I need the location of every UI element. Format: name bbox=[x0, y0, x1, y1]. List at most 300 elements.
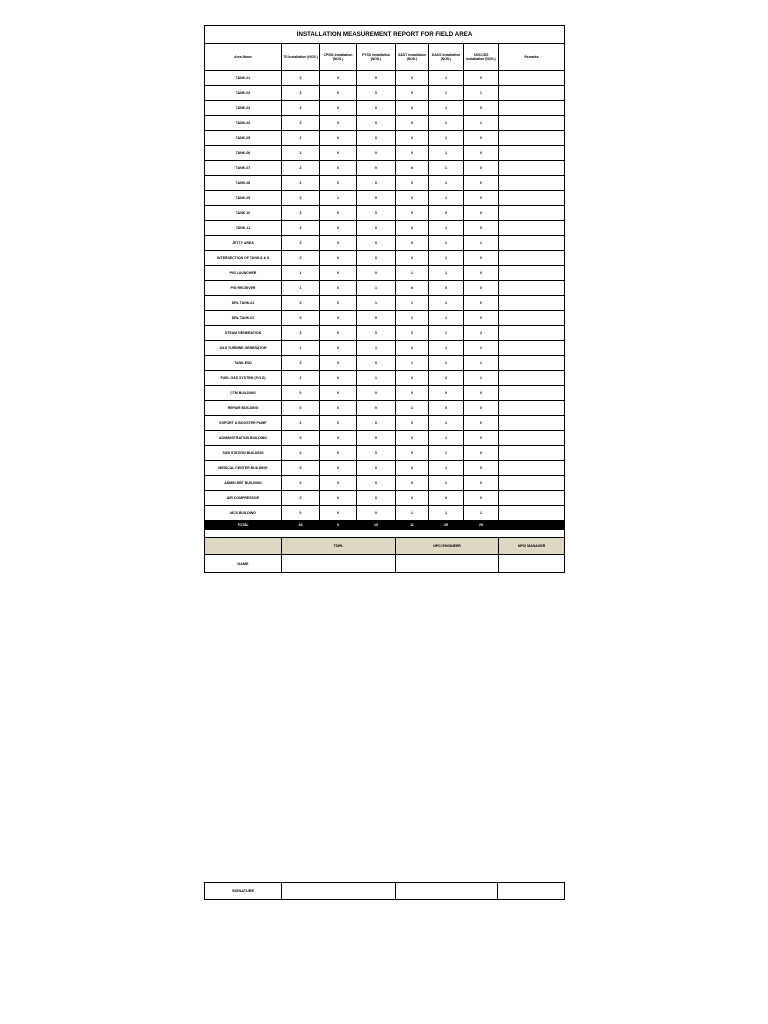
remarks-cell bbox=[499, 161, 565, 176]
count-cell: 0 bbox=[320, 176, 357, 191]
table-row bbox=[205, 146, 565, 161]
signoff-header-npci-engineer: NPCI ENGINEER bbox=[396, 538, 499, 555]
count-cell: 0 bbox=[357, 191, 396, 206]
count-cell: 0 bbox=[357, 491, 396, 506]
table-row bbox=[205, 266, 565, 281]
count-cell: 0 bbox=[357, 101, 396, 116]
count-cell: 0 bbox=[357, 431, 396, 446]
remarks-cell bbox=[499, 296, 565, 311]
count-cell: 2 bbox=[282, 326, 320, 341]
count-cell: 1 bbox=[429, 416, 464, 431]
count-cell: 0 bbox=[357, 206, 396, 221]
remarks-cell bbox=[499, 116, 565, 131]
count-cell: 1 bbox=[464, 86, 499, 101]
table-row bbox=[205, 221, 565, 236]
remarks-cell bbox=[499, 281, 565, 296]
area-name-cell: TANK-04 bbox=[205, 116, 282, 131]
header-remarks: Remarks bbox=[499, 44, 565, 71]
header-cpsis: CPSIS Installation (NOS.) bbox=[320, 44, 357, 71]
table-row bbox=[205, 416, 565, 431]
count-cell: 0 bbox=[396, 371, 429, 386]
area-name-cell: STEAM GENERATION bbox=[205, 326, 282, 341]
count-cell: 1 bbox=[396, 356, 429, 371]
remarks-cell bbox=[499, 491, 565, 506]
remarks-cell bbox=[499, 401, 565, 416]
remarks-cell bbox=[499, 461, 565, 476]
count-cell: 1 bbox=[396, 266, 429, 281]
count-cell: 1 bbox=[464, 371, 499, 386]
count-cell: 0 bbox=[282, 446, 320, 461]
remarks-cell bbox=[499, 221, 565, 236]
count-cell: 0 bbox=[396, 461, 429, 476]
table-row bbox=[205, 206, 565, 221]
count-cell: 1 bbox=[429, 326, 464, 341]
area-name-cell: ADMIN RBT BUILDING bbox=[205, 476, 282, 491]
count-cell: 1 bbox=[429, 146, 464, 161]
count-cell: 0 bbox=[396, 146, 429, 161]
count-cell: 0 bbox=[320, 161, 357, 176]
signature-label: SIGNATURE bbox=[205, 883, 282, 900]
remarks-cell bbox=[499, 386, 565, 401]
count-cell: 0 bbox=[429, 491, 464, 506]
count-cell: 1 bbox=[464, 236, 499, 251]
count-cell: 1 bbox=[357, 281, 396, 296]
count-cell: 0 bbox=[396, 431, 429, 446]
count-cell: 0 bbox=[282, 461, 320, 476]
name-label: NAME bbox=[205, 555, 282, 573]
count-cell: 0 bbox=[396, 491, 429, 506]
area-name-cell: EXPORT & BOOSTER PUMP bbox=[205, 416, 282, 431]
table-row bbox=[205, 116, 565, 131]
count-cell: 0 bbox=[320, 146, 357, 161]
count-cell: 1 bbox=[429, 251, 464, 266]
count-cell: 0 bbox=[357, 71, 396, 86]
count-cell: 2 bbox=[282, 221, 320, 236]
count-cell: 0 bbox=[396, 416, 429, 431]
table-row bbox=[205, 236, 565, 251]
count-cell: 0 bbox=[320, 356, 357, 371]
signature-npci-engineer bbox=[396, 883, 498, 900]
count-cell: 1 bbox=[429, 446, 464, 461]
count-cell: 0 bbox=[464, 476, 499, 491]
table-row bbox=[205, 461, 565, 476]
area-name-cell: TANK-09 bbox=[205, 191, 282, 206]
remarks-cell bbox=[499, 371, 565, 386]
count-cell: 0 bbox=[282, 491, 320, 506]
count-cell: 0 bbox=[357, 161, 396, 176]
count-cell: 0 bbox=[320, 416, 357, 431]
area-name-cell: TANK-05 bbox=[205, 131, 282, 146]
area-name-cell: MCS BUILDING bbox=[205, 506, 282, 521]
count-cell: 1 bbox=[429, 476, 464, 491]
remarks-cell bbox=[499, 206, 565, 221]
table-row bbox=[205, 296, 565, 311]
count-cell: 0 bbox=[396, 71, 429, 86]
count-cell: 0 bbox=[320, 296, 357, 311]
remarks-cell bbox=[499, 101, 565, 116]
count-cell: 0 bbox=[320, 236, 357, 251]
table-row bbox=[205, 161, 565, 176]
count-cell: 0 bbox=[282, 401, 320, 416]
count-cell: 0 bbox=[429, 206, 464, 221]
count-cell: 0 bbox=[282, 386, 320, 401]
count-cell: 1 bbox=[396, 401, 429, 416]
count-cell: 0 bbox=[320, 386, 357, 401]
remarks-cell bbox=[499, 341, 565, 356]
name-row bbox=[205, 555, 565, 573]
count-cell: 0 bbox=[357, 401, 396, 416]
table-row bbox=[205, 251, 565, 266]
count-cell: 0 bbox=[464, 386, 499, 401]
count-cell: 0 bbox=[357, 326, 396, 341]
count-cell: 0 bbox=[429, 281, 464, 296]
area-name-cell: TANK-08 bbox=[205, 176, 282, 191]
count-cell: 0 bbox=[396, 161, 429, 176]
total-value-cell: 0 bbox=[320, 521, 357, 530]
count-cell: 0 bbox=[320, 341, 357, 356]
count-cell: 1 bbox=[429, 176, 464, 191]
count-cell: 0 bbox=[320, 371, 357, 386]
count-cell: 0 bbox=[282, 476, 320, 491]
count-cell: 0 bbox=[320, 281, 357, 296]
area-name-cell: TANK-11 bbox=[205, 221, 282, 236]
count-cell: 2 bbox=[282, 206, 320, 221]
total-value-cell: 29 bbox=[464, 521, 499, 530]
count-cell: 0 bbox=[320, 401, 357, 416]
count-cell: 0 bbox=[396, 131, 429, 146]
count-cell: 0 bbox=[464, 266, 499, 281]
count-cell: 0 bbox=[320, 86, 357, 101]
table-row bbox=[205, 101, 565, 116]
area-name-cell: SUB STATION BUILDING bbox=[205, 446, 282, 461]
spacer-row bbox=[205, 530, 565, 538]
header-ts: TS Installation (NOS.) bbox=[282, 44, 320, 71]
table-row bbox=[205, 401, 565, 416]
area-name-cell: TANK-10 bbox=[205, 206, 282, 221]
count-cell: 0 bbox=[396, 251, 429, 266]
count-cell: 2 bbox=[282, 131, 320, 146]
header-area-name: Area Name bbox=[205, 44, 282, 71]
count-cell: 0 bbox=[464, 131, 499, 146]
count-cell: 2 bbox=[282, 236, 320, 251]
count-cell: 0 bbox=[320, 446, 357, 461]
count-cell: 1 bbox=[429, 86, 464, 101]
table-row bbox=[205, 311, 565, 326]
installation-report-table bbox=[204, 25, 565, 573]
count-cell: 2 bbox=[282, 416, 320, 431]
count-cell: 2 bbox=[464, 326, 499, 341]
count-cell: 2 bbox=[396, 326, 429, 341]
table-row bbox=[205, 431, 565, 446]
count-cell: 0 bbox=[357, 176, 396, 191]
name-npci-engineer bbox=[396, 555, 499, 573]
count-cell: 0 bbox=[320, 431, 357, 446]
count-cell: 1 bbox=[429, 431, 464, 446]
count-cell: 0 bbox=[396, 116, 429, 131]
count-cell: 1 bbox=[429, 131, 464, 146]
report-title: INSTALLATION MEASUREMENT REPORT FOR FIELD AREA bbox=[205, 26, 565, 44]
table-row bbox=[205, 281, 565, 296]
table-row bbox=[205, 176, 565, 191]
count-cell: 0 bbox=[357, 131, 396, 146]
signature-tsipl bbox=[282, 883, 396, 900]
count-cell: 0 bbox=[396, 86, 429, 101]
table-row bbox=[205, 341, 565, 356]
count-cell: 0 bbox=[282, 296, 320, 311]
area-name-cell: TANK-02 bbox=[205, 86, 282, 101]
count-cell: 0 bbox=[357, 416, 396, 431]
area-name-cell: TANK-ESD bbox=[205, 356, 282, 371]
remarks-cell bbox=[499, 311, 565, 326]
count-cell: 0 bbox=[357, 266, 396, 281]
count-cell: 1 bbox=[429, 341, 464, 356]
remarks-cell bbox=[499, 416, 565, 431]
count-cell: 0 bbox=[396, 176, 429, 191]
remarks-cell bbox=[499, 356, 565, 371]
count-cell: 0 bbox=[357, 146, 396, 161]
count-cell: 1 bbox=[429, 101, 464, 116]
signoff-header-tsipl: TSIPL bbox=[282, 538, 396, 555]
count-cell: 0 bbox=[320, 131, 357, 146]
table-row bbox=[205, 71, 565, 86]
count-cell: 0 bbox=[464, 191, 499, 206]
count-cell: 2 bbox=[282, 116, 320, 131]
count-cell: 0 bbox=[357, 386, 396, 401]
count-cell: 1 bbox=[429, 461, 464, 476]
table-row bbox=[205, 446, 565, 461]
count-cell: 0 bbox=[320, 476, 357, 491]
header-sssc: SSSC/DS Installation (NOS.) bbox=[464, 44, 499, 71]
count-cell: 1 bbox=[282, 341, 320, 356]
spacer-cell bbox=[205, 530, 565, 538]
count-cell: 0 bbox=[464, 71, 499, 86]
signature-npci-manager bbox=[498, 883, 565, 900]
count-cell: 0 bbox=[429, 401, 464, 416]
count-cell: 0 bbox=[396, 281, 429, 296]
remarks-cell bbox=[499, 431, 565, 446]
signoff-header-npci-manager: NPCI MANAGER bbox=[499, 538, 565, 555]
count-cell: 0 bbox=[429, 386, 464, 401]
area-name-cell: CTM BUILDING bbox=[205, 386, 282, 401]
remarks-cell bbox=[499, 476, 565, 491]
count-cell: 0 bbox=[320, 326, 357, 341]
count-cell: 1 bbox=[429, 236, 464, 251]
count-cell: 0 bbox=[320, 491, 357, 506]
table-row bbox=[205, 476, 565, 491]
count-cell: 0 bbox=[464, 491, 499, 506]
count-cell: 0 bbox=[464, 206, 499, 221]
count-cell: 0 bbox=[357, 476, 396, 491]
count-cell: 0 bbox=[320, 206, 357, 221]
table-row bbox=[205, 326, 565, 341]
remarks-cell bbox=[499, 266, 565, 281]
count-cell: 0 bbox=[357, 251, 396, 266]
header-ptss: PTSS Installation (NOS.) bbox=[357, 44, 396, 71]
count-cell: 2 bbox=[282, 101, 320, 116]
count-cell: 2 bbox=[282, 356, 320, 371]
count-cell: 2 bbox=[282, 371, 320, 386]
count-cell: 1 bbox=[396, 296, 429, 311]
area-name-cell: INTERSECTION OF TANK-6 & 8 bbox=[205, 251, 282, 266]
table-row bbox=[205, 491, 565, 506]
area-name-cell: TANK-03 bbox=[205, 101, 282, 116]
count-cell: 0 bbox=[320, 506, 357, 521]
report-title-row bbox=[205, 26, 565, 44]
count-cell: 0 bbox=[464, 146, 499, 161]
count-cell: 1 bbox=[396, 311, 429, 326]
total-remarks-cell bbox=[499, 521, 565, 530]
count-cell: 0 bbox=[357, 461, 396, 476]
count-cell: 0 bbox=[320, 251, 357, 266]
remarks-cell bbox=[499, 191, 565, 206]
remarks-cell bbox=[499, 251, 565, 266]
area-name-cell: MEDICAL CENTER BUILDING bbox=[205, 461, 282, 476]
remarks-cell bbox=[499, 176, 565, 191]
count-cell: 0 bbox=[357, 506, 396, 521]
signoff-header-blank bbox=[205, 538, 282, 555]
area-name-cell: ADMINISTRATION BUILDING bbox=[205, 431, 282, 446]
count-cell: 0 bbox=[396, 236, 429, 251]
remarks-cell bbox=[499, 71, 565, 86]
count-cell: 1 bbox=[396, 506, 429, 521]
count-cell: 1 bbox=[357, 296, 396, 311]
count-cell: 0 bbox=[464, 101, 499, 116]
column-header-row bbox=[205, 44, 565, 71]
count-cell: 0 bbox=[464, 281, 499, 296]
count-cell: 0 bbox=[320, 101, 357, 116]
count-cell: 0 bbox=[396, 191, 429, 206]
count-cell: 0 bbox=[396, 206, 429, 221]
count-cell: 1 bbox=[429, 266, 464, 281]
area-name-cell: TANK-01 bbox=[205, 71, 282, 86]
count-cell: 0 bbox=[357, 311, 396, 326]
count-cell: 0 bbox=[282, 251, 320, 266]
count-cell: 2 bbox=[282, 71, 320, 86]
count-cell: 2 bbox=[282, 161, 320, 176]
count-cell: 1 bbox=[429, 311, 464, 326]
count-cell: 0 bbox=[357, 86, 396, 101]
count-cell: 0 bbox=[464, 446, 499, 461]
count-cell: 0 bbox=[464, 221, 499, 236]
count-cell: 1 bbox=[429, 356, 464, 371]
count-cell: 1 bbox=[282, 281, 320, 296]
area-name-cell: AIR COMPRESSOR bbox=[205, 491, 282, 506]
count-cell: 1 bbox=[429, 161, 464, 176]
count-cell: 1 bbox=[429, 116, 464, 131]
count-cell: 1 bbox=[464, 506, 499, 521]
count-cell: 0 bbox=[464, 296, 499, 311]
count-cell: 2 bbox=[282, 146, 320, 161]
count-cell: 0 bbox=[464, 431, 499, 446]
count-cell: 0 bbox=[464, 401, 499, 416]
count-cell: 0 bbox=[464, 416, 499, 431]
area-name-cell: GAS TURBINE GENERATOR bbox=[205, 341, 282, 356]
remarks-cell bbox=[499, 86, 565, 101]
remarks-cell bbox=[499, 131, 565, 146]
count-cell: 2 bbox=[282, 191, 320, 206]
count-cell: 0 bbox=[464, 251, 499, 266]
count-cell: 1 bbox=[464, 116, 499, 131]
count-cell: 0 bbox=[282, 431, 320, 446]
count-cell: 2 bbox=[282, 86, 320, 101]
table-row bbox=[205, 356, 565, 371]
count-cell: 0 bbox=[320, 311, 357, 326]
name-npci-manager bbox=[499, 555, 565, 573]
total-row bbox=[205, 521, 565, 530]
count-cell: 1 bbox=[464, 356, 499, 371]
table-row bbox=[205, 131, 565, 146]
count-cell: 0 bbox=[464, 461, 499, 476]
count-cell: 1 bbox=[357, 341, 396, 356]
count-cell: 0 bbox=[320, 221, 357, 236]
count-cell: 2 bbox=[282, 176, 320, 191]
total-label: TOTAL bbox=[205, 521, 282, 530]
count-cell: 0 bbox=[357, 221, 396, 236]
count-cell: 0 bbox=[357, 236, 396, 251]
signature-table bbox=[204, 882, 565, 900]
count-cell: 1 bbox=[429, 221, 464, 236]
count-cell: 0 bbox=[396, 386, 429, 401]
count-cell: 0 bbox=[357, 446, 396, 461]
count-cell: 1 bbox=[429, 191, 464, 206]
area-name-cell: FUEL GAS SYSTEM (F.G.S) bbox=[205, 371, 282, 386]
total-value-cell: 11 bbox=[396, 521, 429, 530]
header-dads: DADS Installation (NOS.) bbox=[429, 44, 464, 71]
remarks-cell bbox=[499, 146, 565, 161]
count-cell: 0 bbox=[396, 101, 429, 116]
count-cell: 1 bbox=[429, 296, 464, 311]
table-row bbox=[205, 506, 565, 521]
count-cell: 0 bbox=[396, 446, 429, 461]
remarks-cell bbox=[499, 326, 565, 341]
count-cell: 1 bbox=[429, 506, 464, 521]
count-cell: 0 bbox=[320, 266, 357, 281]
table-row bbox=[205, 371, 565, 386]
count-cell: 0 bbox=[282, 506, 320, 521]
count-cell: 1 bbox=[357, 371, 396, 386]
area-name-cell: PIG LAUNCHER bbox=[205, 266, 282, 281]
area-name-cell: JETTY AREA bbox=[205, 236, 282, 251]
table-row bbox=[205, 386, 565, 401]
area-name-cell: TANK-06 bbox=[205, 146, 282, 161]
count-cell: 2 bbox=[429, 371, 464, 386]
remarks-cell bbox=[499, 236, 565, 251]
name-tsipl bbox=[282, 555, 396, 573]
count-cell: 0 bbox=[357, 116, 396, 131]
total-value-cell: 10 bbox=[357, 521, 396, 530]
count-cell: 0 bbox=[464, 176, 499, 191]
count-cell: 0 bbox=[320, 461, 357, 476]
count-cell: 0 bbox=[282, 311, 320, 326]
count-cell: 1 bbox=[464, 341, 499, 356]
table-row bbox=[205, 191, 565, 206]
header-sadt: SADT Installation (NOS.) bbox=[396, 44, 429, 71]
count-cell: 2 bbox=[396, 341, 429, 356]
count-cell: 0 bbox=[396, 476, 429, 491]
total-value-cell: 25 bbox=[429, 521, 464, 530]
count-cell: 0 bbox=[396, 221, 429, 236]
area-name-cell: REPAIR BUILDING bbox=[205, 401, 282, 416]
count-cell: 0 bbox=[320, 71, 357, 86]
count-cell: 1 bbox=[320, 191, 357, 206]
area-name-cell: DRL TANK-02 bbox=[205, 311, 282, 326]
table-row bbox=[205, 86, 565, 101]
count-cell: 0 bbox=[320, 116, 357, 131]
remarks-cell bbox=[499, 506, 565, 521]
area-name-cell: PIG RECEIVER bbox=[205, 281, 282, 296]
area-name-cell: TANK-07 bbox=[205, 161, 282, 176]
area-name-cell: DRL TANK-01 bbox=[205, 296, 282, 311]
